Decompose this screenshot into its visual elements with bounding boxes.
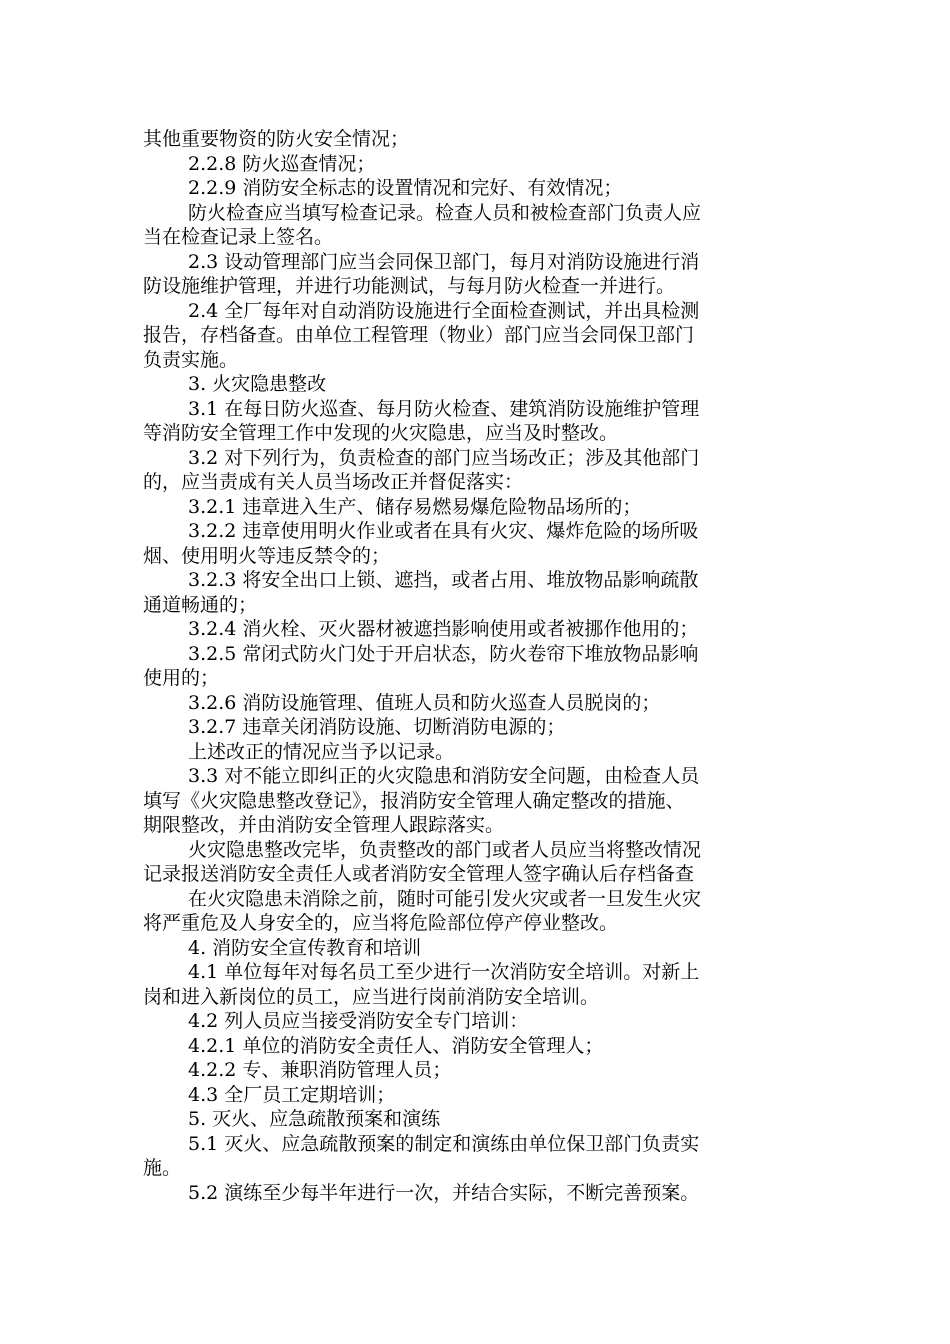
text-line: 使用的； xyxy=(143,667,220,689)
text-line: 上述改正的情况应当予以记录。 xyxy=(188,740,455,763)
text-line: 通道畅通的； xyxy=(143,593,258,616)
text-line: 3.1 在每日防火巡查、每月防火检查、建筑消防设施维护管理 xyxy=(188,397,700,420)
text-line: 2.3 设动管理部门应当会同保卫部门，每月对消防设施进行消 xyxy=(188,250,700,273)
text-line: 的，应当责成有关人员当场改正并督促落实： xyxy=(143,471,524,493)
text-line: 等消防安全管理工作中发现的火灾隐患，应当及时整改。 xyxy=(143,422,619,444)
text-line: 3.2.4 消火栓、灭火器材被遮挡影响使用或者被挪作他用的； xyxy=(188,618,699,640)
text-line: 4.2.1 单位的消防安全责任人、消防安全管理人； xyxy=(188,1034,604,1057)
text-line: 3.2 对下列行为，负责检查的部门应当场改正；涉及其他部门 xyxy=(188,446,700,469)
text-line: 其他重要物资的防火安全情况； xyxy=(143,128,410,150)
text-line: 3.2.5 常闭式防火门处于开启状态，防火卷帘下堆放物品影响 xyxy=(188,642,699,665)
text-line: 岗和进入新岗位的员工，应当进行岗前消防安全培训。 xyxy=(143,985,600,1008)
text-line: 3.2.6 消防设施管理、值班人员和防火巡查人员脱岗的； xyxy=(188,691,661,714)
text-line: 3.2.1 违章进入生产、储存易燃易爆危险物品场所的； xyxy=(188,495,642,518)
text-line: 烟、使用明火等违反禁令的； xyxy=(143,544,391,567)
text-line: 将严重危及人身安全的，应当将危险部位停产停业整改。 xyxy=(143,912,619,934)
text-line: 记录报送消防安全责任人或者消防安全管理人签字确认后存档备查 xyxy=(143,863,695,885)
text-line: 负责实施。 xyxy=(143,348,239,371)
text-line: 3.2.3 将安全出口上锁、遮挡，或者占用、堆放物品影响疏散 xyxy=(188,569,699,591)
text-line: 4.2.2 专、兼职消防管理人员； xyxy=(188,1059,452,1081)
text-line: 5.1 灭火、应急疏散预案的制定和演练由单位保卫部门负责实 xyxy=(188,1132,700,1155)
text-line: 4.3 全厂员工定期培训； xyxy=(188,1083,396,1106)
text-line: 3.2.7 违章关闭消防设施、切断消防电源的； xyxy=(188,716,566,738)
text-line: 期限整改，并由消防安全管理人跟踪落实。 xyxy=(143,814,505,836)
text-line: 报告，存档备查。由单位工程管理（物业）部门应当会同保卫部门 xyxy=(143,324,695,346)
text-line: 3. 火灾隐患整改 xyxy=(188,373,327,395)
text-line: 2.2.9 消防安全标志的设置情况和完好、有效情况； xyxy=(188,177,623,199)
text-line: 5. 灭火、应急疏散预案和演练 xyxy=(188,1108,441,1130)
text-line: 施。 xyxy=(143,1157,182,1179)
text-line: 4. 消防安全宣传教育和培训 xyxy=(188,936,422,959)
text-line: 2.4 全厂每年对自动消防设施进行全面检查测试，并出具检测 xyxy=(188,299,700,322)
text-line: 5.2 演练至少每半年进行一次，并结合实际，不断完善预案。 xyxy=(188,1181,700,1204)
text-line: 4.2 列人员应当接受消防安全专门培训： xyxy=(188,1010,529,1032)
text-line: 当在检查记录上签名。 xyxy=(143,226,334,248)
text-line: 填写《火灾隐患整改登记》，报消防安全管理人确定整改的措施、 xyxy=(143,789,685,812)
text-line: 防火检查应当填写检查记录。检查人员和被检查部门负责人应 xyxy=(188,201,702,224)
text-line: 3.2.2 违章使用明火作业或者在具有火灾、爆炸危险的场所吸 xyxy=(188,520,699,542)
text-line: 4.1 单位每年对每名员工至少进行一次消防安全培训。对新上 xyxy=(188,961,700,983)
text-line: 2.2.8 防火巡查情况； xyxy=(188,152,376,175)
text-line: 火灾隐患整改完毕，负责整改的部门或者人员应当将整改情况 xyxy=(188,838,702,861)
document-body xyxy=(143,127,808,1205)
text-line: 防设施维护管理，并进行功能测试，与每月防火检查一并进行。 xyxy=(143,275,676,297)
text-line: 3.3 对不能立即纠正的火灾隐患和消防安全问题，由检查人员 xyxy=(188,765,700,787)
text-line: 在火灾隐患未消除之前，随时可能引发火灾或者一旦发生火灾 xyxy=(188,887,702,910)
